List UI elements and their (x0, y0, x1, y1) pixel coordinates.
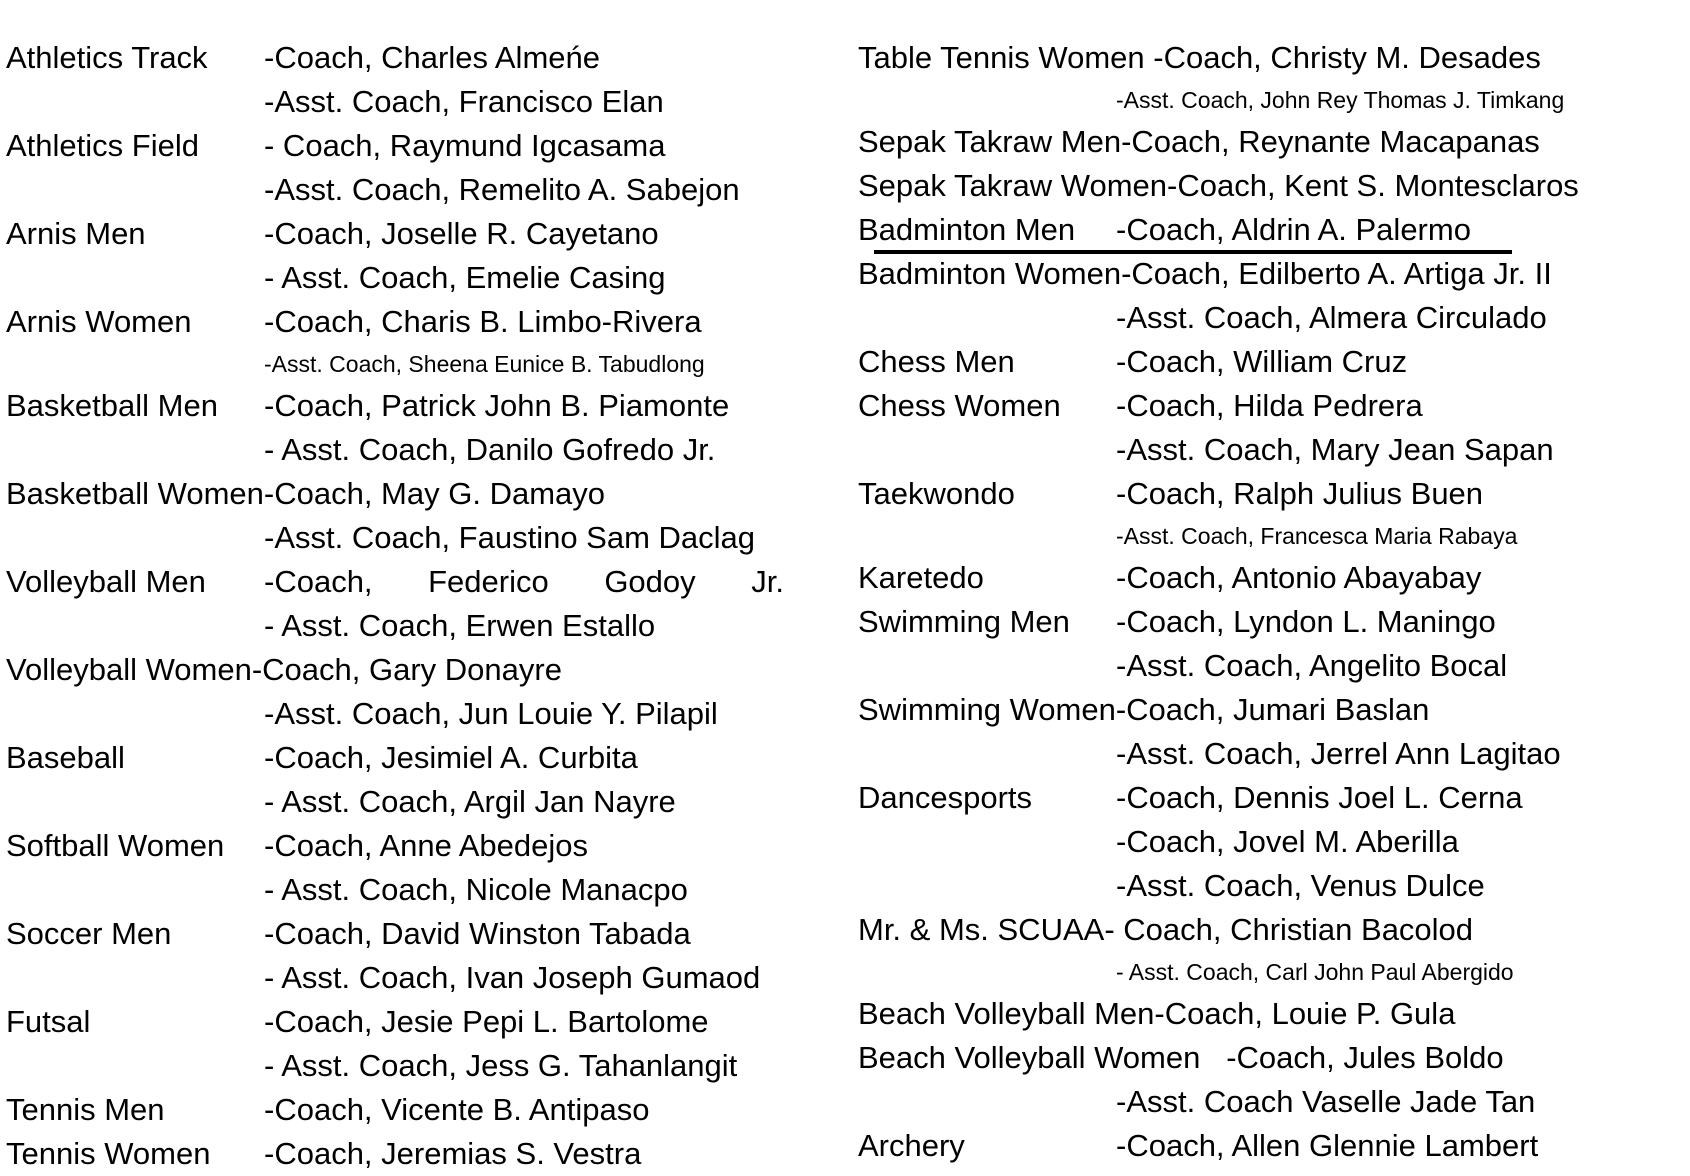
sport-name: Swimming Men (858, 604, 1070, 639)
roster-line (6, 648, 806, 692)
coach-entry: -Coach, Vicente B. Antipaso (264, 1092, 650, 1127)
roster-line (858, 296, 1690, 340)
roster-line (858, 776, 1690, 820)
roster-line (6, 560, 806, 604)
coach-entry: -Coach, Louie P. Gula (1154, 996, 1456, 1031)
coach-entry: -Coach, Christy M. Desades (1144, 40, 1541, 75)
sport-name: Soccer Men (6, 916, 172, 951)
roster-line (858, 472, 1690, 516)
roster-line (6, 168, 806, 212)
roster-line (858, 208, 1690, 252)
coach-entry: -Coach, Jesimiel A. Curbita (264, 740, 638, 775)
roster-line (858, 164, 1690, 208)
sport-name: Softball Women (6, 828, 225, 863)
coach-entry: -Coach, Lyndon L. Maningo (1116, 604, 1496, 639)
roster-line (858, 1080, 1690, 1124)
roster-line (858, 908, 1690, 952)
roster-line (858, 992, 1690, 1036)
sport-name: Arnis Women (6, 304, 192, 339)
roster-line (858, 952, 1690, 992)
roster-line (6, 1132, 806, 1176)
roster-line (858, 820, 1690, 864)
sport-name: Volleyball Women (6, 652, 252, 687)
roster-line (858, 516, 1690, 556)
coach-entry: -Asst. Coach, Jun Louie Y. Pilapil (264, 696, 718, 731)
coach-entry: -Asst. Coach, John Rey Thomas J. Timkang (1116, 87, 1565, 113)
coach-entry: -Coach, Dennis Joel L. Cerna (1116, 780, 1523, 815)
coach-entry: -Coach, Charis B. Limbo-Rivera (264, 304, 702, 339)
roster-line (6, 1000, 806, 1044)
roster-line (858, 556, 1690, 600)
coach-entry: - Coach, Christian Bacolod (1104, 912, 1474, 947)
roster-line (858, 864, 1690, 908)
coach-entry: -Asst. Coach, Jerrel Ann Lagitao (1116, 736, 1561, 771)
roster-line (858, 600, 1690, 644)
coach-entry: -Coach, Reynante Macapanas (1121, 124, 1540, 159)
roster-line (6, 1044, 806, 1088)
sport-name: Karetedo (858, 560, 984, 595)
roster-line (858, 120, 1690, 164)
roster-line (858, 1036, 1690, 1080)
right-column (858, 36, 1690, 1168)
sport-name: Chess Men (858, 344, 1015, 379)
sport-name: Athletics Field (6, 128, 199, 163)
coach-entry: -Coach, Kent S. Montesclaros (1167, 168, 1579, 203)
sport-name: Tennis Men (6, 1092, 165, 1127)
sport-name: Baseball (6, 740, 125, 775)
roster-line (6, 824, 806, 868)
coach-entry: - Asst. Coach, Carl John Paul Abergido (1116, 959, 1514, 985)
roster-line (858, 340, 1690, 384)
roster-line (6, 80, 806, 124)
coach-entry: -Asst. Coach Vaselle Jade Tan (1116, 1084, 1536, 1119)
coach-entry: -Asst. Coach, Angelito Bocal (1116, 648, 1508, 683)
sport-name: Mr. & Ms. SCUAA (858, 912, 1105, 947)
coach-entry: - Asst. Coach, Erwen Estallo (264, 608, 656, 643)
coach-entry: -Coach, Joselle R. Cayetano (264, 216, 659, 251)
coach-entry: -Asst. Coach, Sheena Eunice B. Tabudlong (264, 351, 705, 377)
roster-line (6, 912, 806, 956)
coach-entry: -Coach, Hilda Pedrera (1116, 388, 1423, 423)
roster-line (6, 256, 806, 300)
coach-entry: -Asst. Coach, Francisco Elan (264, 84, 664, 119)
coach-entry: -Coach, Jeremias S. Vestra (264, 1136, 642, 1171)
coach-entry: -Asst. Coach, Venus Dulce (1116, 868, 1485, 903)
roster-line (858, 80, 1690, 120)
roster-line (6, 124, 806, 168)
coach-entry: -Coach, Allen Glennie Lambert (1116, 1128, 1539, 1163)
coach-entry: -Coach, William Cruz (1116, 344, 1408, 379)
sport-name: Athletics Track (6, 40, 208, 75)
roster-line (858, 428, 1690, 472)
roster-line (6, 36, 806, 80)
coach-entry: -Coach, Anne Abedejos (264, 828, 589, 863)
sport-name: Beach Volleyball Men (858, 996, 1155, 1031)
sport-name: Tennis Women (6, 1136, 211, 1171)
coach-entry: -Coach, Jesie Pepi L. Bartolome (264, 1004, 709, 1039)
sport-name: Futsal (6, 1004, 91, 1039)
roster-line (6, 212, 806, 256)
coach-entry: - Asst. Coach, Nicole Manacpo (264, 872, 688, 907)
roster-line (6, 428, 806, 472)
sport-name: Badminton Women (858, 256, 1122, 291)
coach-entry: -Asst. Coach, Almera Circulado (1116, 300, 1547, 335)
sport-name: Sepak Takraw Women (858, 168, 1168, 203)
coach-entry: -Coach, Charles Almeńe (264, 40, 600, 75)
coach-entry: - Coach, Raymund Igcasama (264, 128, 666, 163)
roster-line (6, 1088, 806, 1132)
roster-line (6, 472, 806, 516)
sport-name: Badminton Men (858, 212, 1076, 247)
sport-name: Archery (858, 1128, 965, 1163)
coach-entry: -Coach, Gary Donayre (251, 652, 562, 687)
roster-line (6, 868, 806, 912)
roster-line (6, 384, 806, 428)
coach-entry: - Asst. Coach, Danilo Gofredo Jr. (264, 432, 716, 467)
coach-entry: -Coach, Antonio Abayabay (1116, 560, 1482, 595)
roster-line (6, 956, 806, 1000)
coach-entry: -Coach, Aldrin A. Palermo (1116, 212, 1471, 247)
roster-line (6, 300, 806, 344)
roster-line (6, 780, 806, 824)
sport-name: Volleyball Men (6, 564, 206, 599)
sport-name: Basketball Men (6, 388, 218, 423)
coach-entry: -Coach, David Winston Tabada (264, 916, 691, 951)
roster-line (858, 688, 1690, 732)
coach-entry: -Coach, Jovel M. Aberilla (1116, 824, 1459, 859)
left-column (6, 36, 806, 1176)
sport-name: Chess Women (858, 388, 1061, 423)
coach-entry: -Asst. Coach, Faustino Sam Daclag (264, 520, 756, 555)
coach-entry: - Asst. Coach, Argil Jan Nayre (264, 784, 676, 819)
roster-line (6, 604, 806, 648)
coach-entry: -Coach, May G. Damayo (263, 476, 605, 511)
roster-line (6, 736, 806, 780)
sport-name: Table Tennis Women (858, 40, 1145, 75)
roster-line (858, 732, 1690, 776)
coach-entry: -Coach, Jumari Baslan (1115, 692, 1430, 727)
roster-line (858, 36, 1690, 80)
coach-entry: -Asst. Coach, Francesca Maria Rabaya (1116, 523, 1518, 549)
roster-line (858, 252, 1690, 296)
coach-entry: -Asst. Coach, Mary Jean Sapan (1116, 432, 1554, 467)
coach-entry: -Coach, Ralph Julius Buen (1116, 476, 1484, 511)
coach-entry: - Asst. Coach, Emelie Casing (264, 260, 666, 295)
sport-name: Swimming Women (858, 692, 1116, 727)
coach-entry: - Asst. Coach, Ivan Joseph Gumaod (264, 960, 761, 995)
roster-line (858, 384, 1690, 428)
sport-name: Basketball Women (6, 476, 264, 511)
coach-entry: - Asst. Coach, Jess G. Tahanlangit (264, 1048, 738, 1083)
sport-name: Beach Volleyball Women (858, 1040, 1201, 1075)
roster-line (858, 1124, 1690, 1168)
coach-entry: -Asst. Coach, Remelito A. Sabejon (264, 172, 740, 207)
sport-name: Sepak Takraw Men (858, 124, 1122, 159)
coach-entry: -Coach, Edilberto A. Artiga Jr. II (1121, 256, 1552, 291)
sport-name: Arnis Men (6, 216, 146, 251)
roster-line (6, 516, 806, 560)
roster-line (6, 344, 806, 384)
sport-name: Taekwondo (858, 476, 1015, 511)
coach-entry: -Coach, Jules Boldo (1200, 1040, 1504, 1075)
roster-line (858, 644, 1690, 688)
coach-entry: -Coach, Patrick John B. Piamonte (264, 388, 730, 423)
roster-line (6, 692, 806, 736)
coach-entry: -Coach, Federico Godoy Jr. (264, 564, 784, 599)
sport-name: Dancesports (858, 780, 1033, 815)
